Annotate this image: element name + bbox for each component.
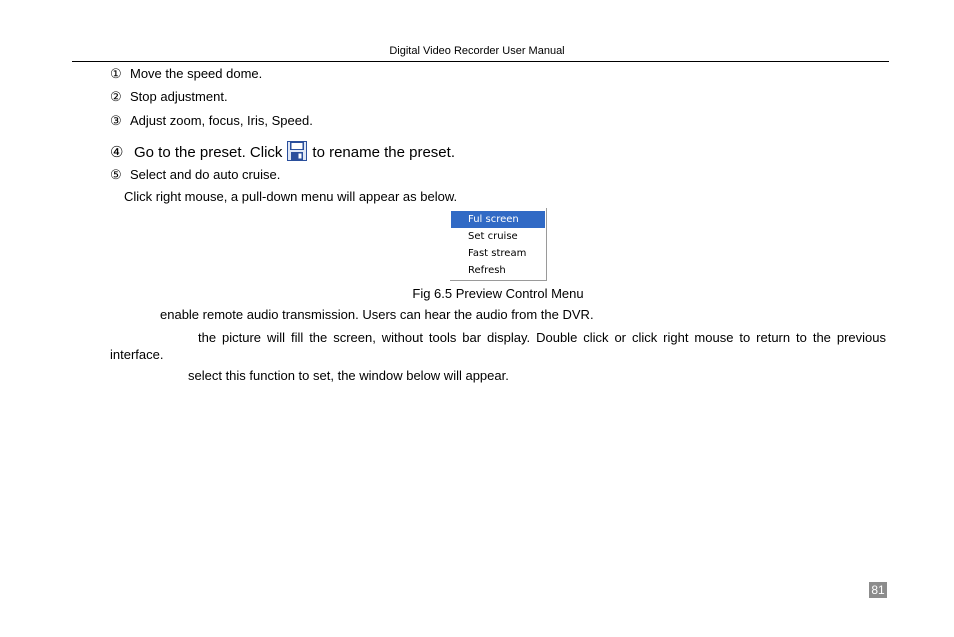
step-text: Move the speed dome. [130, 66, 263, 81]
step-text: Stop adjustment. [130, 89, 228, 104]
step-number: ③ [110, 113, 122, 128]
step-number: ⑤ [110, 167, 122, 182]
step-5 [110, 167, 280, 183]
step-4 [110, 141, 455, 161]
menu-item-refresh[interactable]: Refresh [468, 265, 506, 276]
step-text: Adjust zoom, focus, Iris, Speed. [130, 113, 313, 128]
audio-paragraph: enable remote audio transmission. Users can hear the audio from the DVR. [160, 307, 594, 322]
intro-text: Click right mouse, a pull-down menu will appear as below. [124, 189, 458, 204]
step-text-before: Go to the preset. Click [134, 144, 283, 161]
preview-context-menu [450, 208, 547, 281]
figure-caption: Fig 6.5 Preview Control Menu [412, 286, 584, 301]
running-header: Digital Video Recorder User Manual [389, 45, 565, 57]
save-icon [287, 141, 307, 161]
header-rule [72, 61, 889, 62]
menu-item-set-cruise[interactable]: Set cruise [468, 231, 518, 242]
cruise-paragraph: select this function to set, the window below will appear. [188, 368, 509, 383]
step-number: ④ [110, 144, 124, 161]
step-text-after: to rename the preset. [312, 144, 455, 161]
step-2 [110, 89, 228, 105]
step-3 [110, 113, 313, 129]
menu-item-full-screen[interactable]: Ful screen [451, 211, 545, 228]
step-number: ② [110, 89, 122, 104]
page-number: 81 [869, 582, 887, 598]
fullscreen-paragraph: the picture will fill the screen, without tools bar display. Double click or click right mouse to return to the previous interface. [110, 330, 886, 362]
step-text: Select and do auto cruise. [130, 167, 281, 182]
step-number: ① [110, 66, 122, 81]
menu-item-fast-stream[interactable]: Fast stream [468, 248, 527, 259]
step-1 [110, 66, 262, 82]
